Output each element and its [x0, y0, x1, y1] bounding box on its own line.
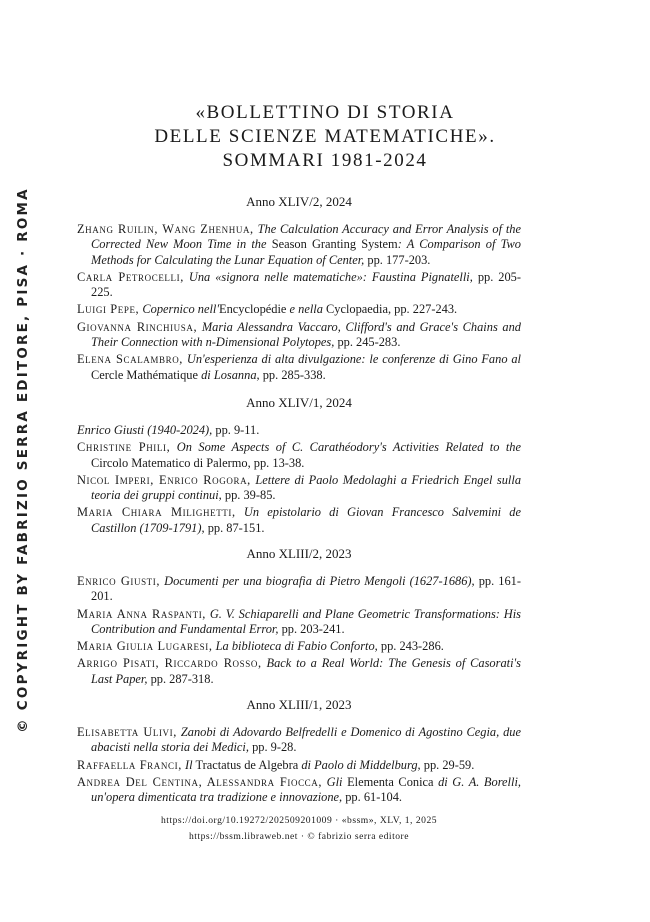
entry-title-cont: : A Comparison of Two Methods for Calculating the Lunar Equation of Center,: [91, 237, 521, 267]
entry-authors: Andrea Del Centina, Alessandra Fiocca,: [77, 774, 323, 789]
entry: [77, 607, 521, 638]
entry-authors: Maria Giulia Lugaresi,: [77, 639, 213, 654]
entry-title: Zanobi di Adovardo Belfredelli e Domenico di Agostino Cegia, due abacisti nella storia dei Medici,: [91, 725, 521, 755]
entry-title-cont: di G. A. Borelli, un'opera dimenticata tra tradizione e innovazione,: [91, 774, 521, 805]
entry-title: Documenti per una biografia di Pietro Mengoli (1627-1686),: [164, 574, 475, 588]
entry-title: Il: [185, 757, 193, 772]
footer-doi-line: https://doi.org/10.19272/202509201009 · «bssm», XLV, 1, 2025: [160, 815, 438, 826]
entry-pages: pp. 29-59.: [423, 757, 475, 772]
entry-upright-title: Elementa Conica: [347, 774, 434, 789]
entry-upright-title: Cercle Mathématique: [91, 367, 198, 382]
entry-title: The Calculation Accuracy and Error Analysis of the Corrected New Moon Time in the: [91, 222, 522, 252]
entry-title: Enrico Giusti (1940-2024),: [77, 423, 213, 437]
entry-upright-title: Tractatus de Algebra: [195, 757, 299, 772]
entry-authors: Maria Anna Raspanti,: [77, 606, 206, 621]
title-line: DELLE SCIENZE MATEMATICHE».: [154, 126, 496, 147]
entry-title: La biblioteca di Fabio Conforto,: [215, 639, 378, 654]
entry: [77, 473, 521, 504]
entry-pages: pp. 61-104.: [345, 790, 403, 805]
entry: [77, 505, 521, 536]
entry-pages: pp. 227-243.: [394, 302, 458, 317]
footer-site-line: https://bssm.libraweb.net · © fabrizio serra editore: [188, 831, 410, 842]
entry-authors: Elena Scalambro,: [77, 352, 184, 367]
entry-title-cont: di Paolo di Middelburg,: [298, 757, 421, 772]
entry-title-cont: e nella: [286, 302, 327, 317]
page-title: [100, 101, 550, 173]
entry-authors: Giovanna Rinchiusa,: [77, 319, 198, 334]
entry-pages: pp. 13-38.: [253, 455, 305, 470]
entry-pages: pp. 9-28.: [252, 740, 297, 755]
entry-authors: Maria Chiara Milighetti,: [77, 505, 236, 520]
entry: [77, 725, 521, 756]
entry-title: On Some Aspects of C. Carathéodory's Activities Related to the: [176, 440, 521, 455]
entry: [77, 222, 521, 268]
entry-authors: Christine Phili,: [77, 440, 171, 455]
entry-authors: Nicol Imperi, Enrico Rogora,: [77, 472, 251, 487]
entry-pages: pp. 87-151.: [207, 520, 265, 535]
issue-heading: Anno XLIII/1, 2023: [246, 697, 352, 712]
issue-section: [77, 194, 521, 385]
entry-pages: pp. 161-201.: [91, 574, 521, 604]
entry-title: Un'esperienza di alta divulgazione: le conferenze di Gino Fano al: [186, 352, 522, 367]
entry-authors: Raffaella Franci,: [77, 757, 182, 772]
issue-heading: Anno XLIV/1, 2024: [246, 395, 352, 410]
entry-pages: pp. 177-203.: [367, 252, 431, 267]
entry-authors: Carla Petrocelli,: [77, 269, 184, 284]
entry: [77, 302, 521, 317]
entry-pages: pp. 243-286.: [380, 639, 444, 654]
entry-title: Un epistolario di Giovan Francesco Salvemini de Castillon (1709-1791),: [91, 505, 521, 535]
entry-title: Copernico nell': [142, 302, 219, 317]
entry-pages: pp. 205-225.: [91, 269, 521, 300]
entry: [77, 352, 521, 383]
entry-authors: Zhang Ruilin, Wang Zhenhua,: [77, 222, 254, 236]
title-line: «BOLLETTINO DI STORIA: [195, 102, 455, 123]
entry-pages: pp. 9-11.: [215, 423, 260, 437]
issue-heading: Anno XLIII/2, 2023: [246, 546, 352, 561]
entry: [77, 758, 521, 773]
entry-title-cont: di Losanna,: [198, 367, 260, 382]
entry: [77, 320, 521, 351]
entry: [77, 639, 521, 654]
entry: [77, 656, 521, 687]
entry-pages: pp. 287-318.: [150, 671, 214, 686]
entry-upright-title-2: Cyclopaedia,: [326, 302, 392, 317]
entry-authors: Arrigo Pisati, Riccardo Rosso,: [77, 656, 262, 671]
entry-pages: pp. 39-85.: [224, 488, 276, 503]
entry-title: Maria Alessandra Vaccaro, Clifford's and Grace's Chains and Their Connection with n-Dimensional Polytopes,: [91, 319, 521, 350]
copyright-sidebar: [10, 187, 36, 733]
entry-upright-title: Encyclopédie: [219, 302, 287, 317]
entry-pages: pp. 245-283.: [337, 335, 401, 350]
issue-section: [77, 546, 521, 689]
entry-pages: pp. 285-338.: [262, 367, 326, 382]
entry: [77, 574, 521, 605]
entry-pages: pp. 203-241.: [281, 621, 345, 636]
entry-title: Gli: [326, 774, 343, 789]
entry-title: Una «signora nelle matematiche»: Faustina Pignatelli,: [188, 269, 473, 284]
entry-upright-title: Circolo Matematico di Palermo,: [91, 455, 251, 470]
entry-authors: Enrico Giusti,: [77, 574, 161, 588]
entry: [77, 775, 521, 806]
entry: [77, 440, 521, 471]
entry-authors: Elisabetta Ulivi,: [77, 725, 177, 739]
issue-section: [77, 697, 521, 807]
entry: [77, 423, 521, 438]
issue-heading: Anno XLIV/2, 2024: [246, 194, 352, 209]
entry-title: Back to a Real World: The Genesis of Casorati's Last Paper,: [91, 656, 522, 686]
entry-upright-title: Season Granting System: [271, 237, 398, 252]
copyright-text: © COPYRIGHT BY FABRIZIO SERRA EDITORE, PISA · ROMA: [15, 187, 31, 733]
entry: [77, 270, 521, 301]
entry-title: G. V. Schiaparelli and Plane Geometric Transformations: His Contribution and Fundamental Error,: [91, 606, 521, 636]
entry-authors: Luigi Pepe,: [77, 302, 140, 317]
issue-section: [77, 395, 521, 538]
title-line: SOMMARI 1981-2024: [222, 150, 428, 171]
entry-title: Lettere di Paolo Medolaghi a Friedrich Engel sulla teoria dei gruppi continui,: [91, 472, 522, 503]
page-footer: [77, 813, 521, 845]
